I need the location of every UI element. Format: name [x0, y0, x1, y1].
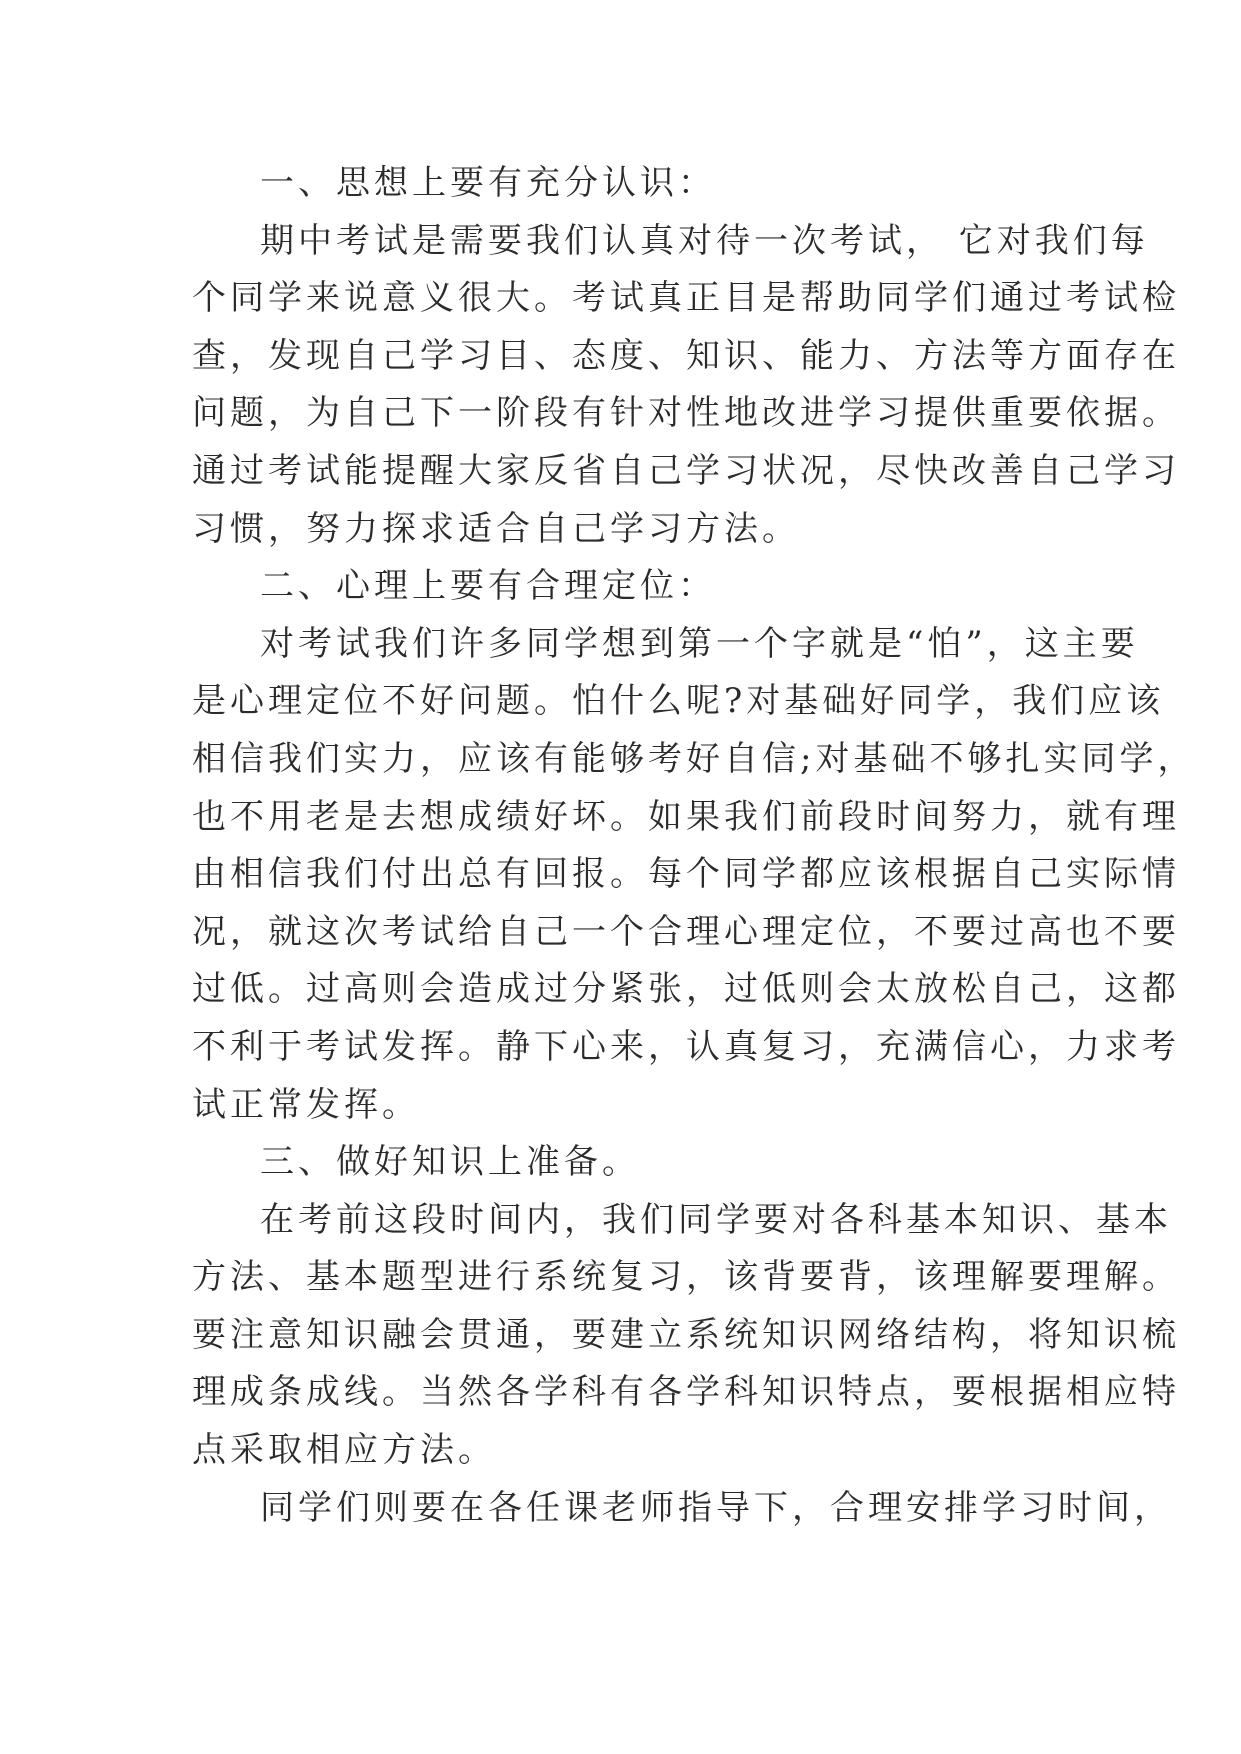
text-line: 不利于考试发挥。静下心来，认真复习，充满信心，力求考	[192, 1026, 1180, 1067]
text-line: 三、做好知识上准备。	[260, 1142, 640, 1183]
text-line: 同学们则要在各任课老师指导下，合理安排学习时间，	[260, 1487, 1172, 1528]
text-line: 点采取相应方法。	[192, 1430, 496, 1471]
text-line: 况，就这次考试给自己一个合理心理定位，不要过高也不要	[192, 911, 1180, 952]
text-line: 通过考试能提醒大家反省自己学习状况，尽快改善自己学习	[192, 450, 1180, 491]
text-line: 也不用老是去想成绩好坏。如果我们前段时间努力，就有理	[192, 796, 1180, 837]
text-line: 试正常发挥。	[192, 1084, 420, 1125]
paragraph-2	[192, 616, 1196, 1134]
text-line: 二、心理上要有合理定位：	[260, 566, 716, 607]
section-heading-1	[192, 155, 1052, 213]
paragraph-1	[192, 213, 1180, 559]
text-line: 对考试我们许多同学想到第一个字就是“怕”，这主要	[260, 623, 1139, 664]
text-line: 在考前这段时间内，我们同学要对各科基本知识、基本	[260, 1199, 1172, 1240]
document-body	[192, 155, 1196, 1537]
text-line: 方法、基本题型进行系统复习，该背要背，该理解要理解。	[192, 1257, 1180, 1298]
text-line: 个同学来说意义很大。考试真正目是帮助同学们通过考试检	[192, 278, 1180, 319]
text-line: 要注意知识融会贯通，要建立系统知识网络结构，将知识梳	[192, 1314, 1180, 1355]
text-line: 是心理定位不好问题。怕什么呢?对基础好同学，我们应该	[192, 681, 1165, 722]
paragraph-3	[192, 1192, 1180, 1480]
text-line: 期中考试是需要我们认真对待一次考试， 它对我们每	[260, 220, 1149, 261]
text-line: 习惯，努力探求适合自己学习方法。	[192, 508, 800, 549]
text-line: 查，发现自己学习目、态度、知识、能力、方法等方面存在	[192, 335, 1180, 376]
text-line: 一、思想上要有充分认识：	[260, 163, 716, 203]
section-heading-3	[192, 1134, 1052, 1192]
paragraph-4	[192, 1480, 1172, 1538]
text-line: 问题，为自己下一阶段有针对性地改进学习提供重要依据。	[192, 393, 1180, 434]
text-line: 相信我们实力，应该有能够考好自信;对基础不够扎实同学，	[192, 738, 1196, 779]
section-heading-2	[192, 558, 1052, 616]
text-line: 由相信我们付出总有回报。每个同学都应该根据自己实际情	[192, 854, 1180, 895]
text-line: 理成条成线。当然各学科有各学科知识特点，要根据相应特	[192, 1372, 1180, 1413]
text-line: 过低。过高则会造成过分紧张，过低则会太放松自己，这都	[192, 969, 1180, 1010]
